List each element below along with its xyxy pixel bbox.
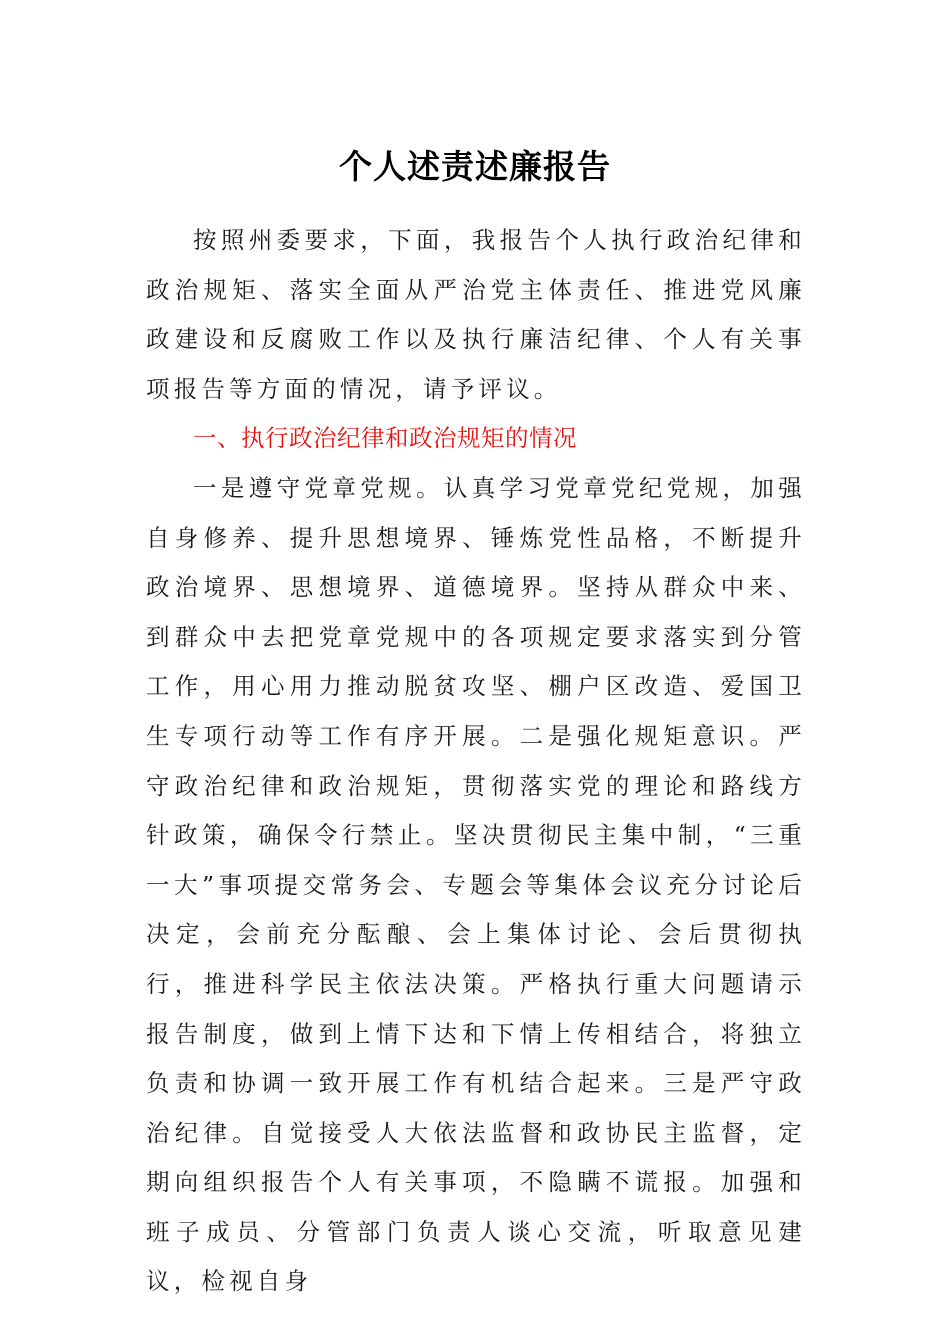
intro-paragraph: 按照州委要求，下面，我报告个人执行政治纪律和政治规矩、落实全面从严治党主体责任、推进党风廉政建设和反腐败工作以及执行廉洁纪律、个人有关事项报告等方面的情况，请予评议。 xyxy=(146,226,806,403)
section-paragraph: 一是遵守党章党规。认真学习党章党纪党规，加强自身修养、提升思想境界、锤炼党性品格，不断提升政治境界、思想境界、道德境界。坚持从群众中来、到群众中去把党章党规中的各项规定要求落实到分管工作，用心用力推动脱贫攻坚、棚户区改造、爱国卫生专项行动等工作有序开展。二是强化规矩意识。严守政治纪律和政治规矩，贯彻落实党的理论和路线方针政策，确保令行禁止。坚决贯彻民主集中制，“三重一大”事项提交常务会、专题会等集体会议充分讨论后决定，会前充分酝酿、会上集体讨论、会后贯彻执行，推进科学民主依法决策。严格执行重大问题请示报告制度，做到上情下达和下情上传相结合，将独立负责和协调一致开展工作有机结合起来。三是严守政治纪律。自觉接受人大依法监督和政协民主监督，定期向组织报告个人有关事项，不隐瞒不谎报。加强和班子成员、分管部门负责人谈心交流，听取意见建议，检视自身 xyxy=(146,473,806,1296)
document-title: 个人述责述廉报告 xyxy=(339,147,611,186)
document-body xyxy=(146,216,806,1307)
section-heading: 一、执行政治纪律和政治规矩的情况 xyxy=(193,424,577,453)
